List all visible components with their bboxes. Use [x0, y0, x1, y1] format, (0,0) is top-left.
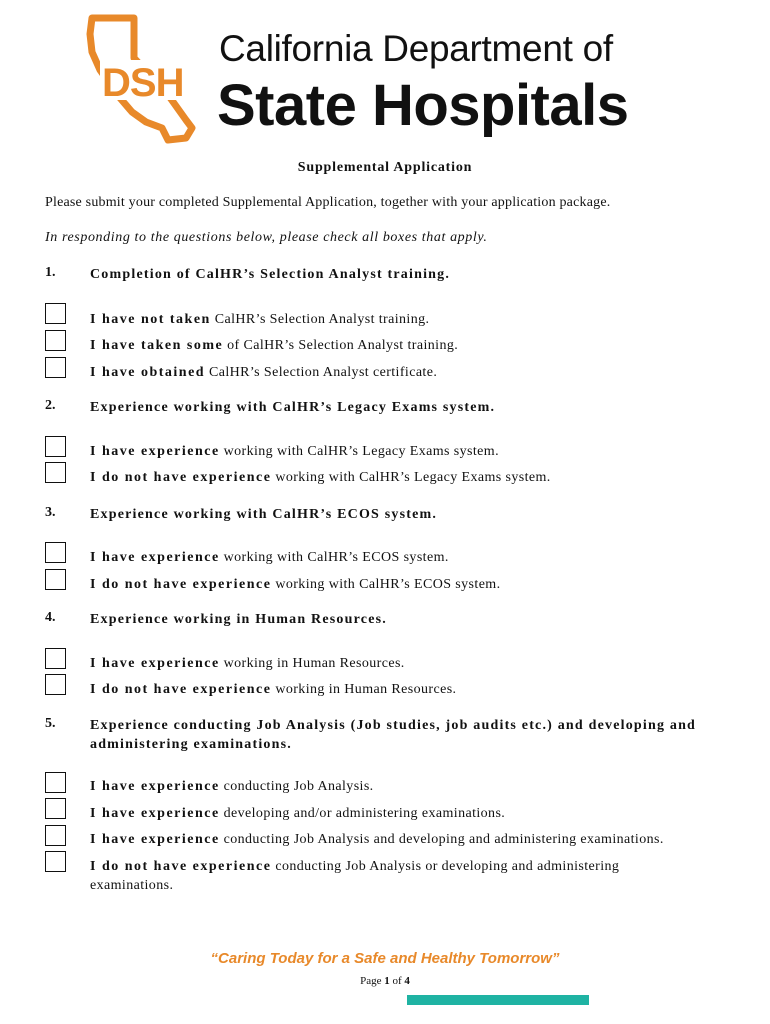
option-emphasis: I do not have experience — [90, 682, 272, 697]
checkbox[interactable] — [45, 851, 66, 872]
option-rest: conducting Job Analysis or developing and administering examinations. — [90, 859, 620, 893]
checkbox[interactable] — [45, 462, 66, 483]
footer-accent-bar — [407, 995, 589, 1005]
checkbox[interactable] — [45, 772, 66, 793]
question-number: 5. — [45, 716, 56, 731]
question-number: 1. — [45, 265, 56, 280]
option-emphasis: I have experience — [90, 444, 220, 459]
option-rest: working with CalHR’s ECOS system. — [219, 550, 449, 565]
page-total: 4 — [404, 975, 410, 987]
page-mid: of — [389, 975, 405, 987]
page-prefix: Page — [360, 975, 385, 987]
option-emphasis: I have experience — [90, 832, 220, 847]
checkbox[interactable] — [45, 648, 66, 669]
option-rest: working in Human Resources. — [219, 656, 405, 671]
org-name-line1: California Department of — [219, 28, 613, 69]
option-rest: CalHR’s Selection Analyst certificate. — [205, 365, 438, 380]
form-title: Supplemental Application — [297, 160, 473, 175]
logo-text: DSH — [102, 61, 184, 105]
option-rest: of CalHR’s Selection Analyst training. — [223, 338, 459, 353]
checkbox[interactable] — [45, 303, 66, 324]
option-emphasis: I do not have experience — [90, 470, 272, 485]
option-rest: working with CalHR’s Legacy Exams system. — [219, 444, 499, 459]
checkbox[interactable] — [45, 674, 66, 695]
option-emphasis: I have experience — [90, 656, 220, 671]
option-label — [90, 654, 750, 673]
option-label — [90, 830, 750, 849]
option-emphasis: I have experience — [90, 550, 220, 565]
checkbox[interactable] — [45, 357, 66, 378]
question-text: Experience working with CalHR’s ECOS system. — [90, 507, 438, 522]
question-number: 3. — [45, 505, 56, 520]
option-emphasis: I do not have experience — [90, 859, 272, 874]
page-current: 1 — [384, 975, 390, 987]
option-rest: developing and/or administering examinations. — [219, 806, 506, 821]
checkbox[interactable] — [45, 330, 66, 351]
option-label — [90, 336, 750, 355]
option-emphasis: I have taken some — [90, 338, 224, 353]
option-label — [90, 777, 750, 796]
page-number — [0, 975, 770, 987]
option-emphasis: I have obtained — [90, 365, 206, 380]
option-emphasis: I have experience — [90, 779, 220, 794]
option-label — [90, 310, 750, 329]
checkbox[interactable] — [45, 542, 66, 563]
checkbox[interactable] — [45, 825, 66, 846]
option-label — [90, 442, 750, 461]
question-number: 4. — [45, 610, 56, 625]
option-label — [90, 548, 750, 567]
option-emphasis: I have experience — [90, 806, 220, 821]
option-rest: working in Human Resources. — [271, 682, 457, 697]
option-label — [90, 363, 750, 382]
question-text: Experience conducting Job Analysis (Job studies, job audits etc.) and developing and administering examinations. — [90, 718, 697, 752]
question-text: Completion of CalHR’s Selection Analyst training. — [90, 267, 451, 282]
option-rest: conducting Job Analysis. — [219, 779, 374, 794]
option-label — [90, 468, 750, 487]
dsh-logo — [82, 14, 202, 144]
question-text: Experience working with CalHR’s Legacy Exams system. — [90, 400, 496, 415]
option-label — [90, 680, 750, 699]
option-emphasis: I do not have experience — [90, 577, 272, 592]
question-text: Experience working in Human Resources. — [90, 612, 387, 627]
option-label — [90, 804, 750, 823]
option-emphasis: I have not taken — [90, 312, 211, 327]
option-rest: CalHR’s Selection Analyst training. — [210, 312, 430, 327]
instructions-text: In responding to the questions below, please check all boxes that apply. — [45, 230, 488, 245]
option-rest: working with CalHR’s Legacy Exams system. — [271, 470, 551, 485]
question-number: 2. — [45, 398, 56, 413]
checkbox[interactable] — [45, 798, 66, 819]
org-name-line2: State Hospitals — [217, 73, 629, 138]
option-label — [90, 857, 680, 895]
motto: “Caring Today for a Safe and Healthy Tomorrow” — [210, 950, 560, 967]
intro-text: Please submit your completed Supplemental Application, together with your application package. — [45, 195, 611, 210]
option-rest: conducting Job Analysis and developing and administering examinations. — [219, 832, 664, 847]
option-label — [90, 575, 750, 594]
checkbox[interactable] — [45, 436, 66, 457]
checkbox[interactable] — [45, 569, 66, 590]
option-rest: working with CalHR’s ECOS system. — [271, 577, 501, 592]
